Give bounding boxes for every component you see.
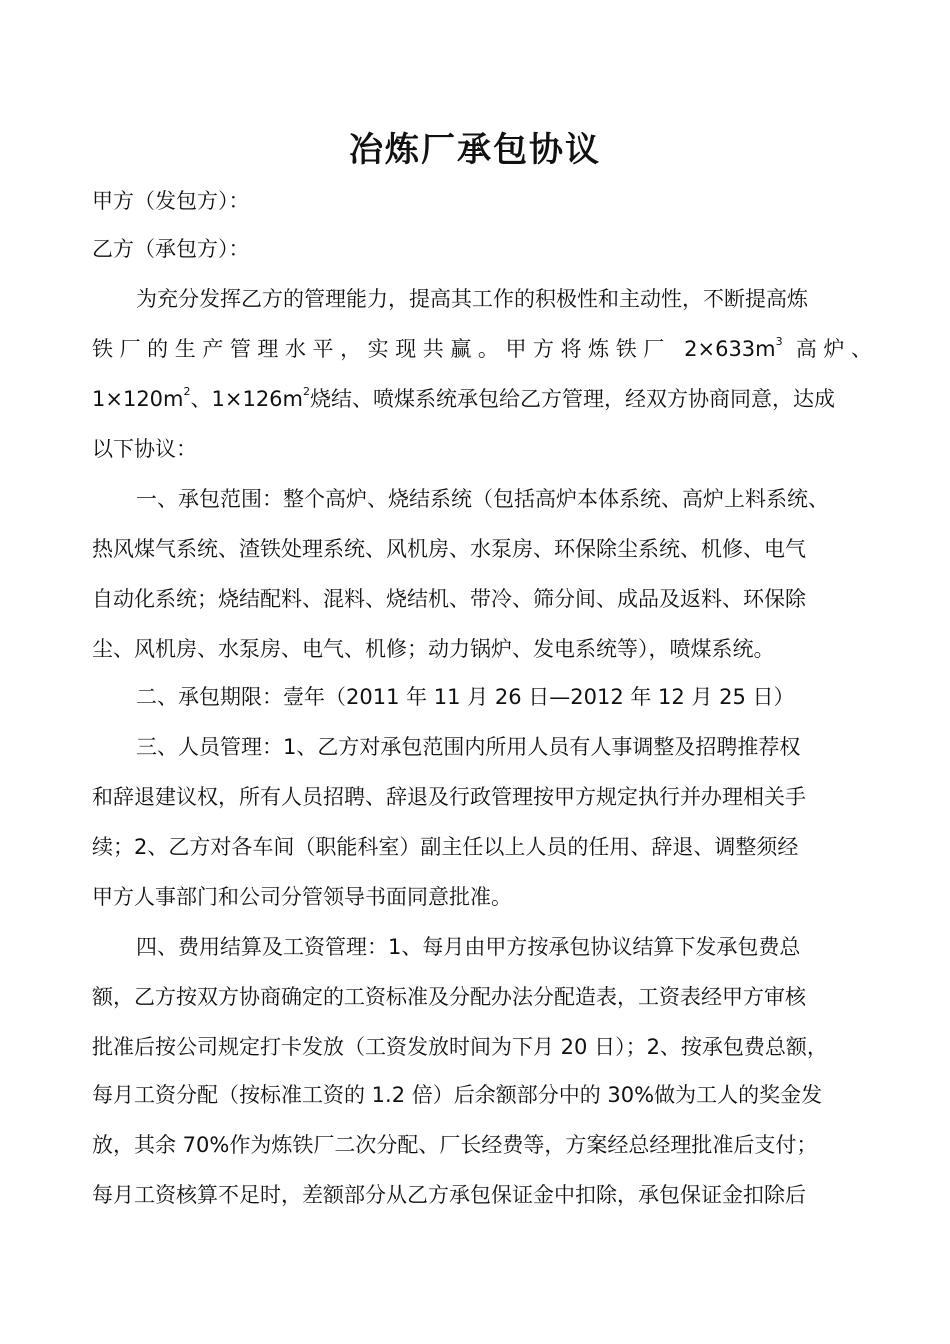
- clause1-line-2: 热风煤气系统、渣铁处理系统、风机房、水泵房、环保除尘系统、机修、电气: [92, 537, 806, 561]
- party-b-line: 乙方（承包方）：: [92, 237, 250, 261]
- clause1-line-3: 自动化系统；烧结配料、混料、烧结机、带冷、筛分间、成品及返料、环保除: [92, 587, 806, 611]
- intro-sinter-spec-1-exp: 2: [183, 385, 191, 398]
- intro-line-2-tail: 高炉、: [795, 337, 873, 361]
- intro-furnace-spec: [684, 337, 783, 361]
- intro-furnace-volume: 2×633m: [684, 337, 776, 361]
- clause3-line-2: 和辞退建议权，所有人员招聘、辞退及行政管理按甲方规定执行并办理相关手: [92, 785, 806, 809]
- party-a-line: 甲方（发包方）：: [92, 189, 250, 213]
- clause4-line-3: 批准后按公司规定打卡发放（工资发放时间为下月 20 日）；2、按承包费总额，: [92, 1035, 828, 1059]
- intro-line-2: [92, 334, 872, 364]
- clause3-line-1: 三、人员管理：1、乙方对承包范围内所用人员有人事调整及招聘推荐权: [136, 735, 801, 759]
- clause2-line-1: 二、承包期限：壹年（2011 年 11 月 26 日—2012 年 12 月 25 日）: [136, 685, 795, 709]
- intro-separator: 、: [190, 387, 212, 411]
- intro-furnace-unit-exp: 3: [775, 335, 783, 348]
- clause4-line-2: 额，乙方按双方协商确定的工资标准及分配办法分配造表，工资表经甲方审核: [92, 985, 806, 1009]
- clause3-line-3: 续；2、乙方对各车间（职能科室）副主任以上人员的任用、辞退、调整须经: [92, 835, 799, 859]
- clause4-line-5: 放，其余 70%作为炼铁厂二次分配、厂长经费等，方案经总经理批准后支付；: [92, 1133, 818, 1157]
- intro-sinter-spec-1: 1×120m: [92, 387, 184, 411]
- clause1-line-4: 尘、风机房、水泵房、电气、机修；动力锅炉、发电系统等），喷煤系统。: [92, 637, 775, 661]
- intro-line-2-text: 铁厂的生产管理水平，实现共赢。甲方将炼铁厂: [92, 337, 671, 361]
- intro-line-3-tail: 烧结、喷煤系统承包给乙方管理，经双方协商同意，达成: [310, 387, 835, 411]
- clause1-line-1: 一、承包范围：整个高炉、烧结系统（包括高炉本体系统、高炉上料系统、: [136, 487, 829, 511]
- intro-line-1: 为充分发挥乙方的管理能力，提高其工作的积极性和主动性，不断提高炼: [136, 287, 808, 311]
- intro-line-3: [92, 384, 872, 414]
- intro-line-4: 以下协议：: [92, 437, 197, 461]
- clause3-line-4: 甲方人事部门和公司分管领导书面同意批准。: [92, 885, 512, 909]
- clause4-line-1: 四、费用结算及工资管理：1、每月由甲方按承包协议结算下发承包费总: [136, 935, 801, 959]
- document-title: 冶炼厂承包协议: [349, 130, 601, 170]
- clause4-line-4: 每月工资分配（按标准工资的 1.2 倍）后余额部分中的 30%做为工人的奖金发: [92, 1083, 823, 1107]
- intro-sinter-spec-2: 1×126m: [211, 387, 303, 411]
- intro-sinter-spec-2-exp: 2: [303, 385, 310, 398]
- clause4-line-6: 每月工资核算不足时，差额部分从乙方承包保证金中扣除，承包保证金扣除后: [92, 1183, 806, 1207]
